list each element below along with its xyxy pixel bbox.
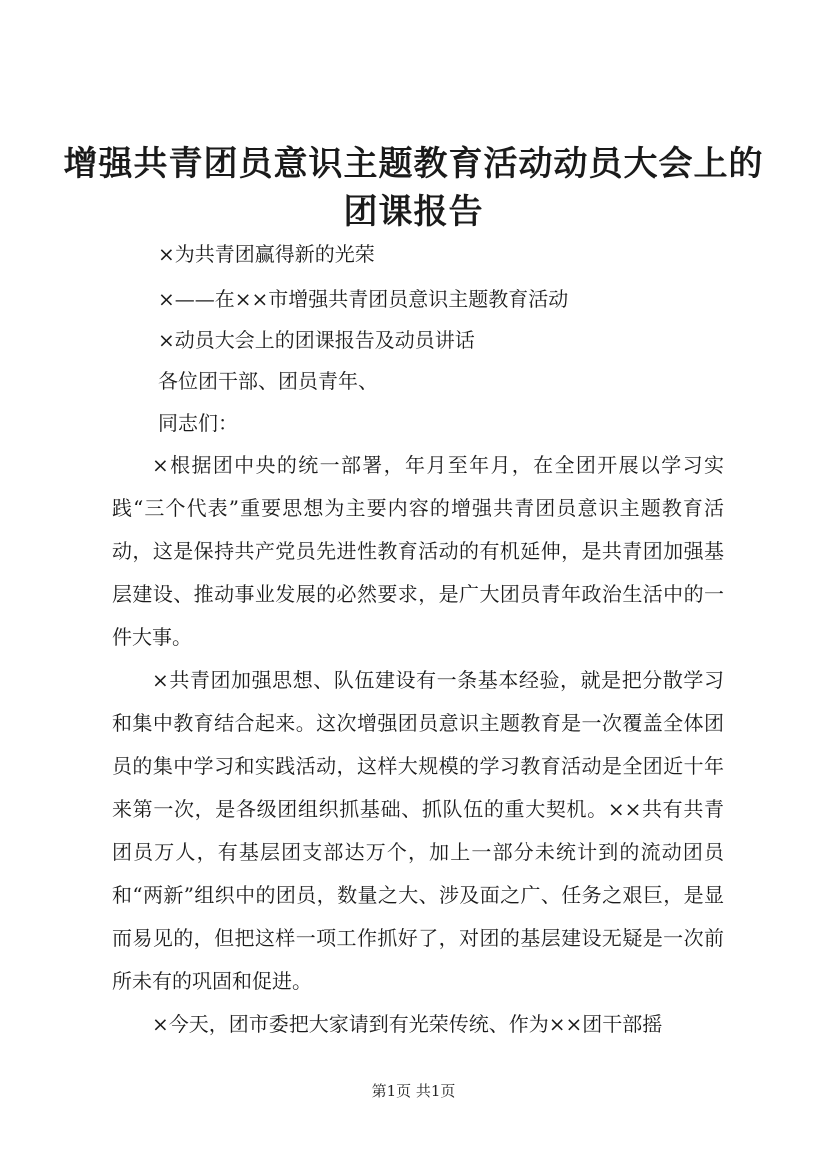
subtitle-line-2: ×——在××市增强共青团员意识主题教育活动 [158,287,569,311]
subtitle-line-3: ×动员大会上的团课报告及动员讲话 [158,328,475,352]
document-title [60,140,767,236]
subtitle-line-1: ×为共青团赢得新的光荣 [158,242,375,266]
title-line-2: 团课报告 [343,192,484,232]
body-paragraph-1: ×根据团中央的统一部署，年月至年月，在全团开展以学习实践“三个代表”重要思想为主要内容的增强共青团员意识主题教育活动，这是保持共产党员先进性教育活动的有机延伸，是共青团加强基层建设、推动事业发展的必然要求，是广大团员青年政治生活中的一件大事。 [112,453,724,649]
title-line-1: 增强共青团员意识主题教育活动动员大会上的 [63,144,764,184]
salutation-line-2: 同志们： [158,411,238,435]
salutation-line-1: 各位团干部、团员青年、 [158,369,378,393]
page-footer: 第1页 共1页 [371,1082,456,1100]
body-paragraph-2: ×共青团加强思想、队伍建设有一条基本经验，就是把分散学习和集中教育结合起来。这次增强团员意识主题教育是一次覆盖全体团员的集中学习和实践活动，这样大规模的学习教育活动是全团近十年来第一次，是各级团组织抓基础、抓队伍的重大契机。××共有共青团员万人，有基层团支部达万个，加上一部分未统计到的流动团员和“两新”组织中的团员，数量之大、涉及面之广、任务之艰巨，是显而易见的，但把这样一项工作抓好了，对团的基层建设无疑是一次前所未有的巩固和促进。 [112,668,724,993]
body-paragraph-3: ×今天，团市委把大家请到有光荣传统、作为××团干部摇 [152,1012,663,1036]
